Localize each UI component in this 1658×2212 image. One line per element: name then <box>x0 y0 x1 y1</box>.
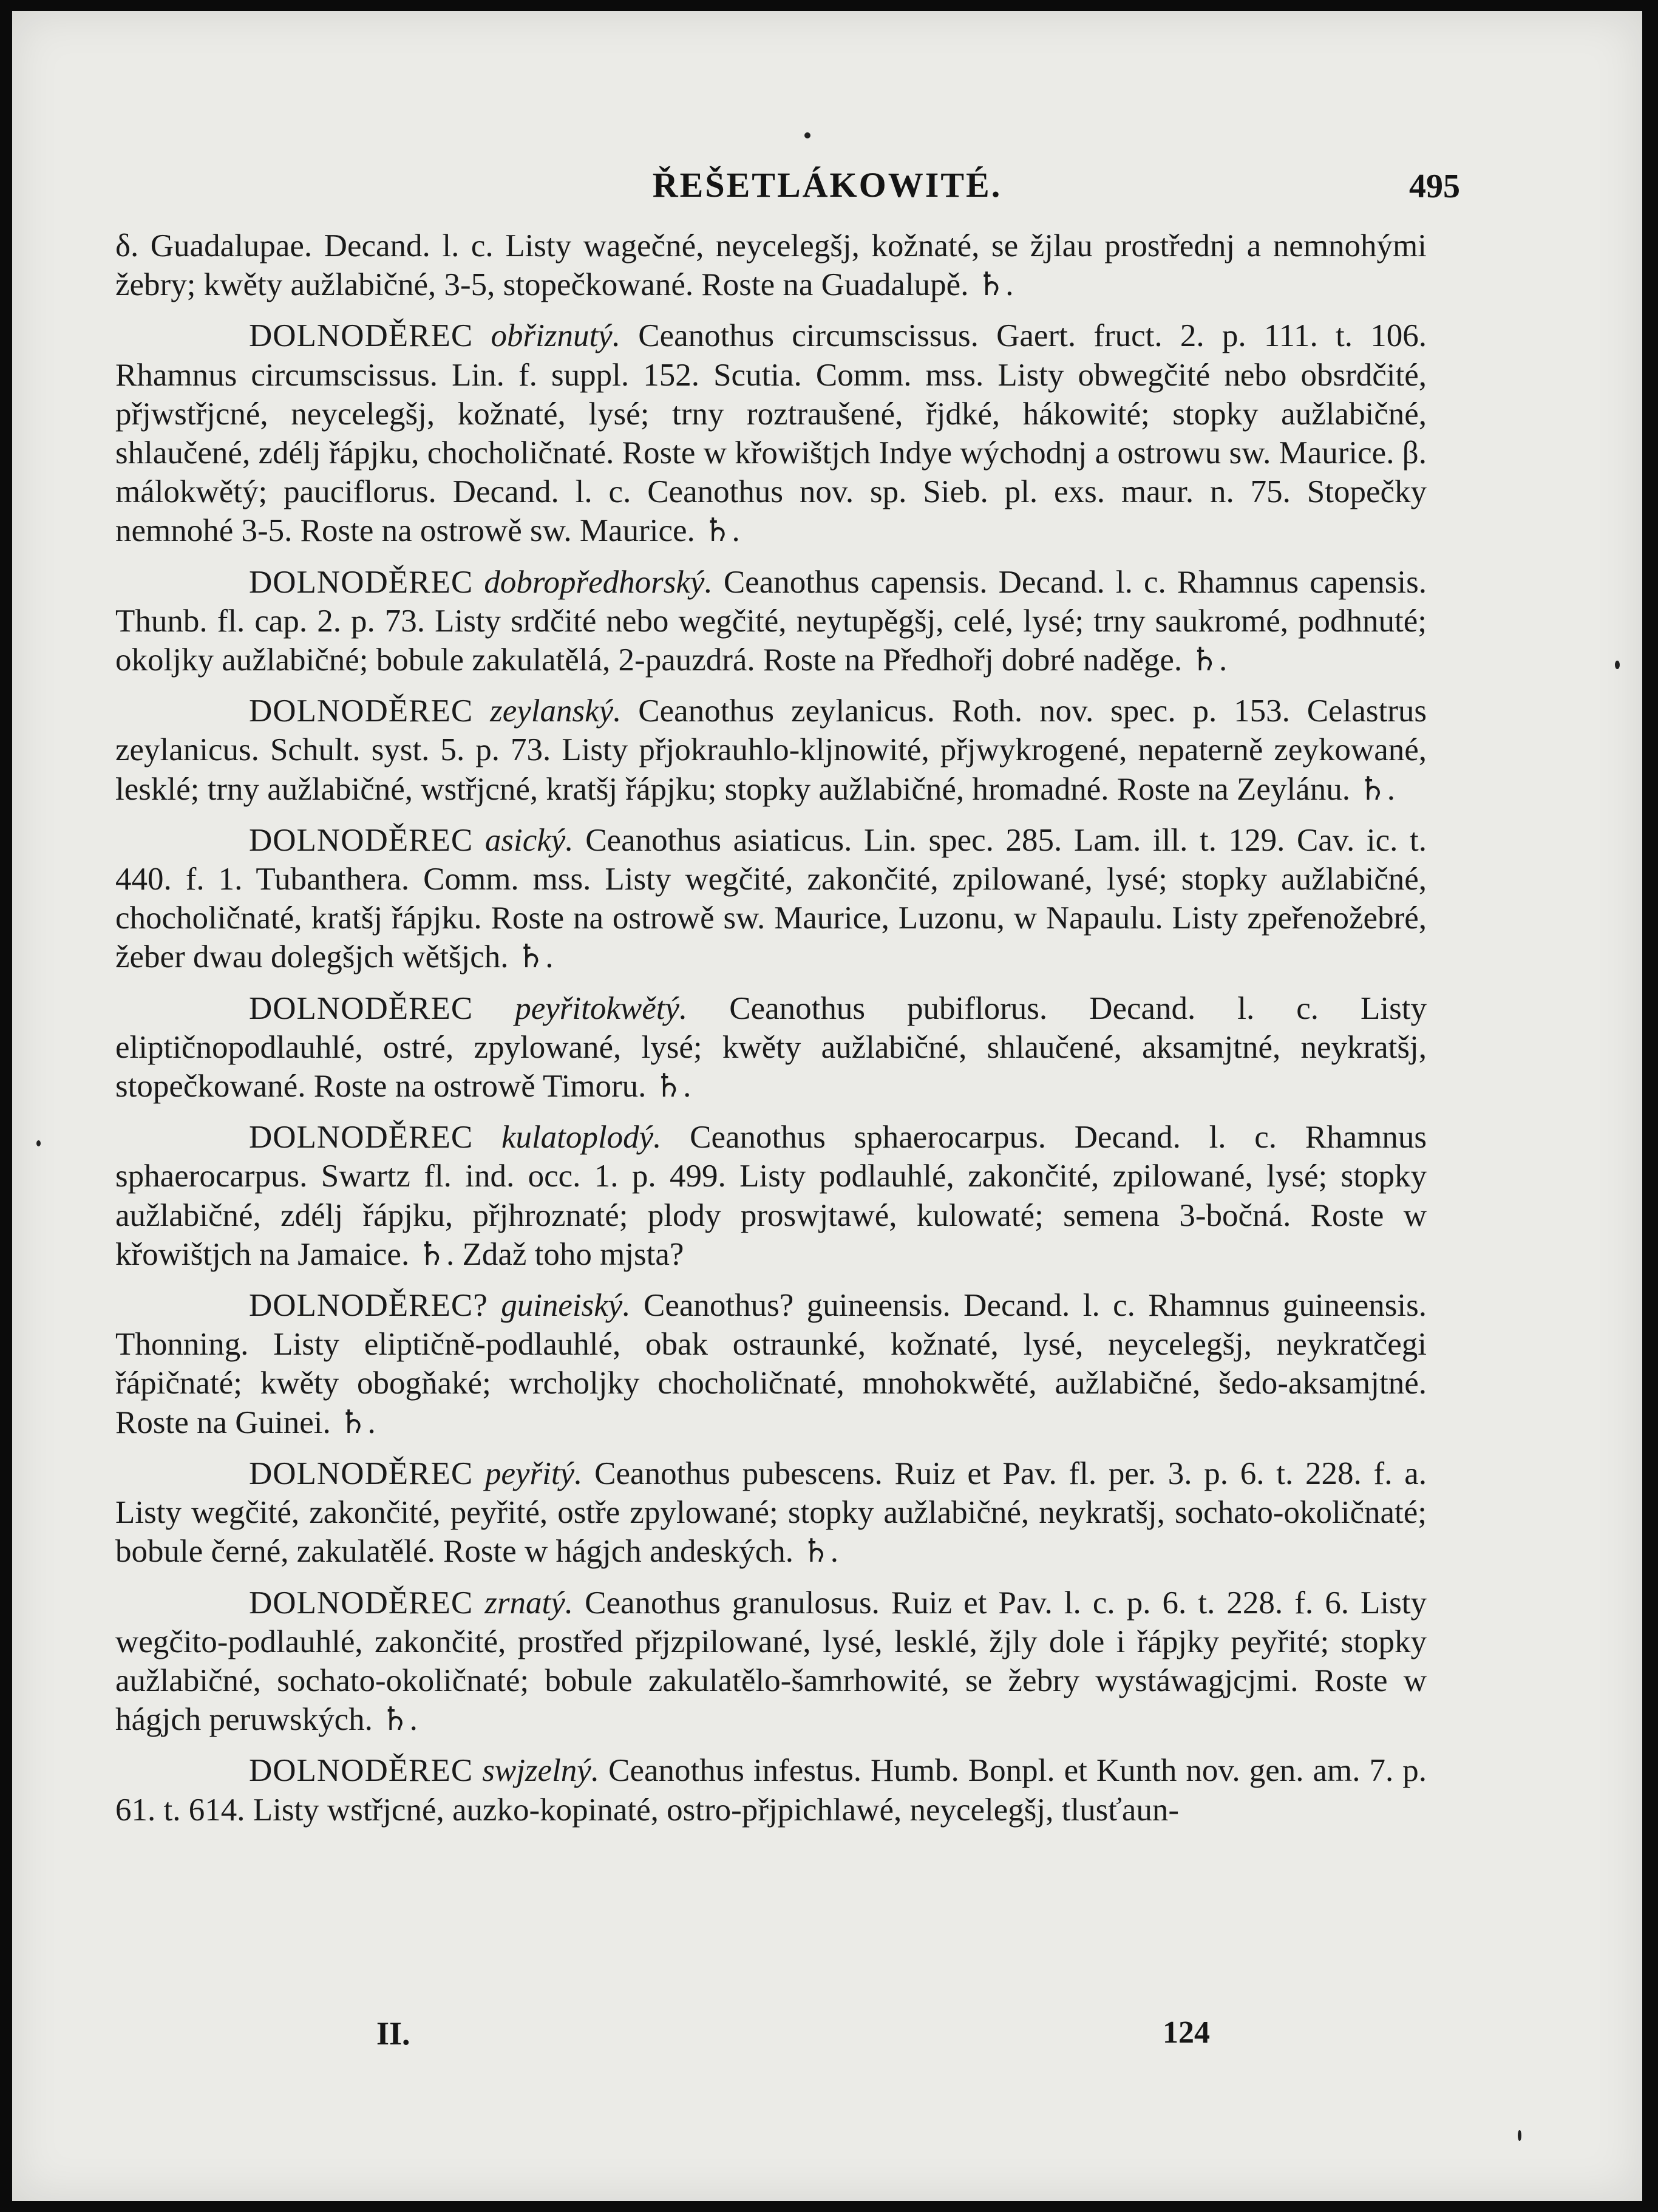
page-header <box>12 165 1642 219</box>
scan-speck <box>804 132 810 138</box>
entry-infestus <box>115 1751 1427 1829</box>
entry-granulosus <box>115 1584 1427 1740</box>
genus-name: DOLNODĚREC <box>249 990 474 1026</box>
species-name: peyřitý. <box>484 1455 583 1491</box>
species-name: obřiznutý. <box>491 318 620 354</box>
running-title: ŘEŠETLÁKOWITÉ. <box>652 165 1002 205</box>
entry-text: Ceanothus? guineensis. Decand. l. c. Rhamnus guineensis. Thonning. Listy eliptičně-podlauhlé, obak ostraunké, kožnaté, lysé, neycelegšj, neykratčegi řápičnaté; kwěty obogňaké; wrcholjky chocholičnaté, mnohokwěté, aužlabičné, šedo-aksamjtné. Roste na Guinei. ♄. <box>115 1288 1427 1440</box>
entry-text: Ceanothus pubescens. Ruiz et Pav. fl. per. 3. p. 6. t. 228. f. a. Listy wegčité, zakončité, peyřité, ostře zpylowané; stopky aužlabičné, neykratšj, sochato-okoličnaté; bobule černé, zakulatělé. Roste w hágjch andeských. ♄. <box>115 1455 1427 1570</box>
entry-text: Ceanothus pubiflorus. Decand. l. c. Listy eliptičnopodlauhlé, ostré, zpylowané, lysé; kwěty aužlabičné, shlaučené, aksamjtné, neykratšj, stopečkowané. Roste na ostrowě Timoru. ♄. <box>115 990 1427 1104</box>
scan-speck <box>36 1140 41 1146</box>
species-name: swjzelný. <box>482 1753 600 1789</box>
sheet-number: 124 <box>1163 2015 1210 2050</box>
genus-name: DOLNODĚREC? <box>249 1288 488 1324</box>
entry-text: Ceanothus asiaticus. Lin. spec. 285. Lam. ill. t. 129. Cav. ic. t. 440. f. 1. Tubanthera. Comm. mss. Listy wegčité, zakončité, zpilowané, lysé; stopky aužlabičné, chocholičnaté, kratšj řápjku. Roste na ostrowě sw. Maurice, Luzonu, w Napaulu. Listy zpeřenožebré, žeber dwau dolegšjch wětšjch. ♄. <box>115 822 1427 975</box>
entry-pubiflorus <box>115 989 1427 1106</box>
entry-text: Ceanothus granulosus. Ruiz et Pav. l. c. p. 6. t. 228. f. 6. Listy wegčito-podlauhlé, zakončité, prostřed přjzpilowané, lysé, lesklé, žjly dole i řápjky peyřité; stopky aužlabičné, sochato-okoličnaté; bobule zakulatělo-šamrhowité, se žebry wystáwagjcjmi. Roste w hágjch peruwských. ♄. <box>115 1585 1427 1738</box>
entry-text: δ. Guadalupae. Decand. l. c. Listy wagečné, neycelegšj, kožnaté, se žjlau prostřednj a nemnohými žebry; kwěty aužlabičné, 3-5, stopečkowané. Roste na Guadalupě. ♄. <box>115 228 1427 303</box>
species-name: asický. <box>484 822 574 858</box>
entry-pubescens <box>115 1454 1427 1571</box>
entry-guineensis <box>115 1286 1427 1442</box>
species-name: dobropředhorský. <box>484 564 713 600</box>
genus-name: DOLNODĚREC <box>249 564 474 600</box>
species-name: zeylanský. <box>490 693 622 729</box>
species-name: peyřitokwětý. <box>515 990 688 1026</box>
signature-mark: II. <box>376 2015 410 2052</box>
species-name: zrnatý. <box>484 1585 574 1621</box>
species-name: guineiský. <box>501 1288 631 1324</box>
scan-speck <box>1615 661 1620 669</box>
entry-zeylanicus <box>115 692 1427 809</box>
species-name: kulatoplodý. <box>501 1120 662 1155</box>
body-text <box>115 226 1427 1842</box>
entry-text: Ceanothus circumscissus. Gaert. fruct. 2. p. 111. t. 106. Rhamnus circumscissus. Lin. f. suppl. 152. Scutia. Comm. mss. Listy obwegčité nebo obsrdčité, přjwstřjcné, neycelegšj, kožnaté, lysé; trny roztraušené, řjdké, hákowité; stopky aužlabičné, shlaučené, zdélj řápjku, chocholičnaté. Roste w křowištjch Indye wýchodnj a ostrowu sw. Maurice. β. málokwětý; pauciflorus. Decand. l. c. Ceanothus nov. sp. Sieb. pl. exs. maur. n. 75. Stopečky nemnohé 3-5. Roste na ostrowě sw. Maurice. ♄. <box>115 318 1427 549</box>
genus-name: DOLNODĚREC <box>249 318 474 354</box>
entry-text: Ceanothus infestus. Humb. Bonpl. et Kunth nov. gen. am. 7. p. 61. t. 614. Listy wstřjcné, auzko-kopinaté, ostro-přjpichlawé, neycelegšj, tlusťaun- <box>115 1753 1427 1828</box>
genus-name: DOLNODĚREC <box>249 822 474 858</box>
scan-speck <box>1518 2130 1521 2141</box>
entry-sphaerocarpus <box>115 1118 1427 1274</box>
entry-variety-guadalupae <box>115 226 1427 304</box>
scanned-page <box>12 11 1642 2201</box>
genus-name: DOLNODĚREC <box>249 1753 474 1789</box>
genus-name: DOLNODĚREC <box>249 693 474 729</box>
entry-circumscissus <box>115 316 1427 550</box>
entry-text: Ceanothus capensis. Decand. l. c. Rhamnus capensis. Thunb. fl. cap. 2. p. 73. Listy srdčité nebo wegčité, neytupěgšj, celé, lysé; trny saukromé, podhnuté; okoljky aužlabičné; bobule zakulatělá, 2-pauzdrá. Roste na Předhořj dobré naděge. ♄. <box>115 564 1427 678</box>
page-number: 495 <box>1409 168 1460 205</box>
page-footer <box>12 2015 1642 2057</box>
entry-asiaticus <box>115 821 1427 977</box>
genus-name: DOLNODĚREC <box>249 1585 474 1621</box>
entry-text: Ceanothus zeylanicus. Roth. nov. spec. p. 153. Celastrus zeylanicus. Schult. syst. 5. p. 73. Listy přjokrauhlo-kljnowité, přjwykrogené, nepaterně zeykowané, lesklé; trny aužlabičné, wstřjcné, kratšj řápjku; stopky aužlabičné, hromadné. Roste na Zeylánu. ♄. <box>115 693 1427 807</box>
genus-name: DOLNODĚREC <box>249 1120 474 1155</box>
entry-text: Ceanothus sphaerocarpus. Decand. l. c. Rhamnus sphaerocarpus. Swartz fl. ind. occ. 1. p. 499. Listy podlauhlé, zakončité, zpilowané, lysé; stopky aužlabičné, zdélj řápjku, přjhroznaté; plody proswjtawé, kulowaté; semena 3-bočná. Roste w křowištjch na Jamaice. ♄. Zdaž toho mjsta? <box>115 1120 1427 1272</box>
entry-capensis <box>115 563 1427 680</box>
genus-name: DOLNODĚREC <box>249 1455 474 1491</box>
